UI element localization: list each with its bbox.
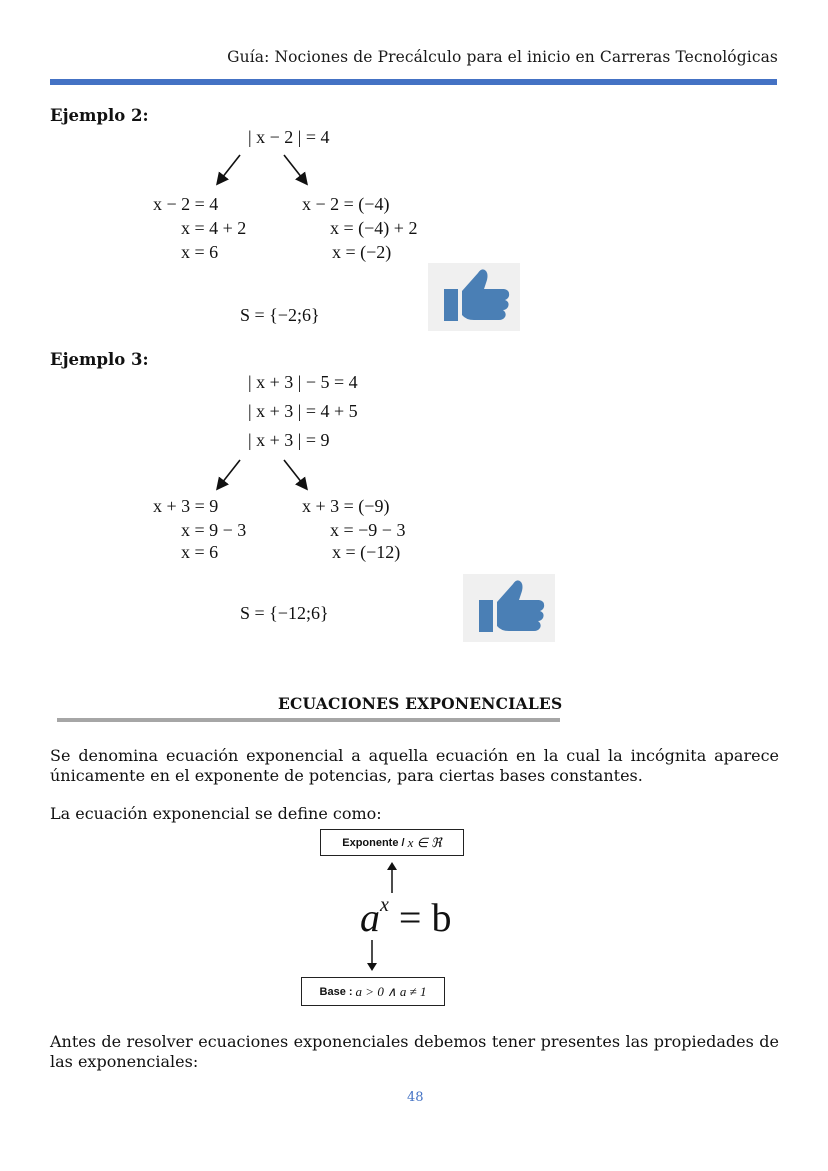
example-2-solution: S = {−2;6} bbox=[240, 305, 320, 325]
example-2-left-line-2: x = 4 + 2 bbox=[181, 218, 247, 238]
example-3-step-3: | x + 3 | = 9 bbox=[248, 430, 330, 450]
example-3-right-line-3: x = (−12) bbox=[332, 542, 401, 562]
example-2-right-line-2: x = (−4) + 2 bbox=[330, 218, 418, 238]
page-header: Guía: Nociones de Precálculo para el inicio en Carreras Tecnológicas bbox=[227, 48, 778, 66]
exponent-box-symbol: x ∈ ℜ bbox=[407, 834, 442, 850]
example-2-right-line-3: x = (−2) bbox=[332, 242, 392, 262]
example-3-step-2: | x + 3 | = 4 + 5 bbox=[248, 401, 358, 421]
section-title: ECUACIONES EXPONENCIALES bbox=[278, 694, 563, 713]
arrow-down-right-icon bbox=[284, 155, 306, 183]
arrow-down-left-icon bbox=[218, 155, 240, 183]
example-2-label: Ejemplo 2: bbox=[50, 106, 149, 125]
equation-rest: = b bbox=[388, 895, 452, 940]
example-2-right-line-1: x − 2 = (−4) bbox=[302, 194, 390, 214]
example-3-left-line-1: x + 3 = 9 bbox=[153, 496, 219, 516]
arrow-down-left-icon bbox=[218, 460, 240, 488]
arrow-down-right-icon bbox=[284, 460, 306, 488]
closing-paragraph: Antes de resolver ecuaciones exponenciales debemos tener presentes las propiedades de las exponenciales: bbox=[50, 1032, 779, 1071]
exponent-box-label: Exponente / bbox=[342, 836, 405, 849]
example-3-branch-arrows bbox=[210, 455, 320, 497]
example-3-left-line-2: x = 9 − 3 bbox=[181, 520, 247, 540]
base-box-symbol: a > 0 ∧ a ≠ 1 bbox=[355, 983, 427, 999]
example-3-step-1: | x + 3 | − 5 = 4 bbox=[248, 372, 358, 392]
example-3-right-line-2: x = −9 − 3 bbox=[330, 520, 406, 540]
definition-lead: La ecuación exponencial se define como: bbox=[50, 804, 382, 823]
equation-base: a bbox=[360, 895, 380, 940]
example-2-branch-arrows bbox=[210, 150, 320, 192]
thumbs-up-icon bbox=[428, 263, 520, 331]
arrow-up-icon bbox=[382, 860, 402, 896]
example-2-equation: | x − 2 | = 4 bbox=[248, 127, 330, 147]
example-3-right-line-1: x + 3 = (−9) bbox=[302, 496, 390, 516]
example-2-left-line-3: x = 6 bbox=[181, 242, 219, 262]
base-box bbox=[301, 977, 445, 1006]
intro-paragraph: Se denomina ecuación exponencial a aquella ecuación en la cual la incógnita aparece únicamente en el exponente de potencias, para ciertas bases constantes. bbox=[50, 746, 779, 785]
header-rule bbox=[50, 79, 777, 85]
page-number: 48 bbox=[407, 1090, 424, 1105]
equation-exponent: x bbox=[380, 893, 389, 916]
example-3-label: Ejemplo 3: bbox=[50, 350, 149, 369]
example-2-left-line-1: x − 2 = 4 bbox=[153, 194, 219, 214]
thumbs-up-icon bbox=[463, 574, 555, 642]
exponential-equation bbox=[360, 894, 451, 941]
base-box-label: Base : bbox=[319, 985, 353, 998]
exponent-box bbox=[320, 829, 464, 856]
arrow-down-icon bbox=[362, 938, 382, 974]
section-rule bbox=[57, 718, 560, 722]
example-3-left-line-3: x = 6 bbox=[181, 542, 219, 562]
example-3-solution: S = {−12;6} bbox=[240, 603, 329, 623]
